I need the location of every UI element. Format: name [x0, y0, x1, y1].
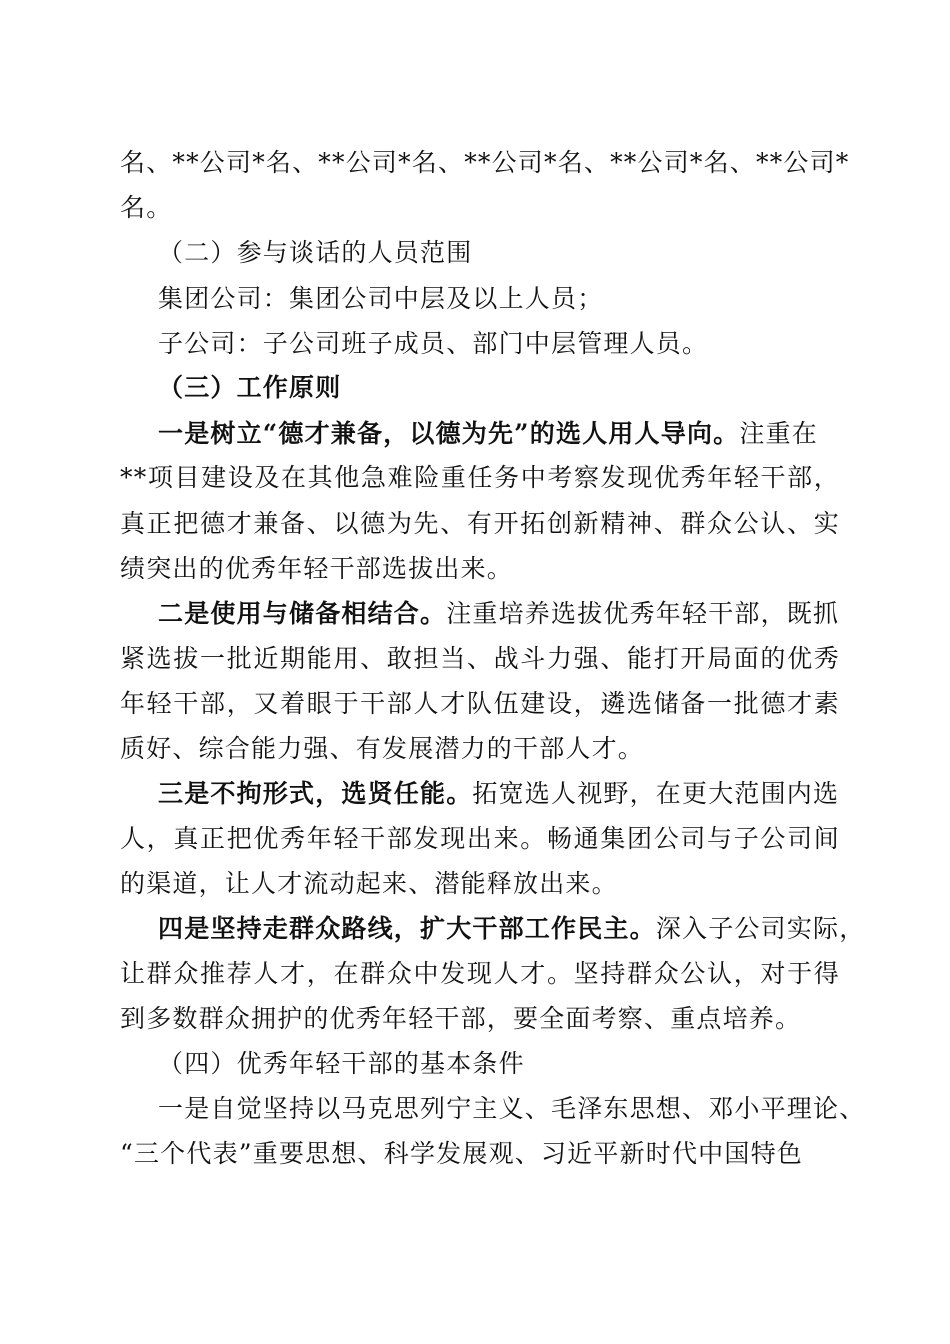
principle-4-line-2: 让群众推荐人才，在群众中发现人才。坚持群众公认，对于得: [120, 959, 840, 988]
principle-2-lead: 二是使用与储备相结合。: [158, 599, 447, 628]
principle-2-rest: 注重培养选拔优秀年轻干部，既抓: [446, 599, 840, 628]
principle-1-line-2: **项目建设及在其他急难险重任务中考察发现优秀年轻干部，: [120, 463, 840, 492]
principle-1-lead: 一是树立“德才兼备，以德为先”的选人用人导向。: [158, 419, 740, 448]
principle-1-rest: 注重在: [739, 419, 818, 448]
section-three-heading: （三）工作原则: [158, 373, 342, 402]
principle-2-line-1: [158, 592, 840, 636]
condition-1-line-2: “三个代表”重要思想、科学发展观、习近平新时代中国特色: [120, 1139, 803, 1168]
continuation-line-2: 名。: [120, 193, 173, 222]
principle-4-rest: 深入子公司实际，: [655, 914, 866, 943]
section-two-heading: （二）参与谈话的人员范围: [158, 238, 473, 267]
continuation-line-1: 名、**公司*名、**公司*名、**公司*名、**公司*名、**公司*: [120, 148, 850, 177]
principle-4-lead: 四是坚持走群众路线，扩大干部工作民主。: [158, 914, 656, 943]
principle-1-line-1: [158, 412, 840, 456]
principle-3-line-1: [158, 772, 840, 816]
principle-3-lead: 三是不拘形式，选贤任能。: [158, 779, 473, 808]
principle-4-line-3: 到多数群众拥护的优秀年轻干部，要全面考察、重点培养。: [120, 1004, 802, 1033]
group-company-scope: 集团公司：集团公司中层及以上人员；: [158, 284, 604, 313]
principle-1-line-3: 真正把德才兼备、以德为先、有开拓创新精神、群众公认、实: [120, 509, 840, 538]
principle-4-line-1: [158, 907, 866, 951]
principle-2-line-4: 质好、综合能力强、有发展潜力的干部人才。: [120, 734, 645, 763]
principle-3-line-2: 人，真正把优秀年轻干部发现出来。畅通集团公司与子公司间: [120, 824, 840, 853]
section-four-heading: （四）优秀年轻干部的基本条件: [158, 1049, 525, 1078]
principle-1-line-4: 绩突出的优秀年轻干部选拔出来。: [120, 554, 514, 583]
principle-2-line-3: 年轻干部，又着眼于干部人才队伍建设，遴选储备一批德才素: [120, 689, 840, 718]
condition-1-line-1: 一是自觉坚持以马克思列宁主义、毛泽东思想、邓小平理论、: [158, 1094, 866, 1123]
principle-3-line-3: 的渠道，让人才流动起来、潜能释放出来。: [120, 869, 618, 898]
principle-2-line-2: 紧选拔一批近期能用、敢担当、战斗力强、能打开局面的优秀: [120, 644, 840, 673]
subsidiary-scope: 子公司：子公司班子成员、部门中层管理人员。: [158, 329, 709, 358]
principle-3-rest: 拓宽选人视野，在更大范围内选: [472, 779, 840, 808]
